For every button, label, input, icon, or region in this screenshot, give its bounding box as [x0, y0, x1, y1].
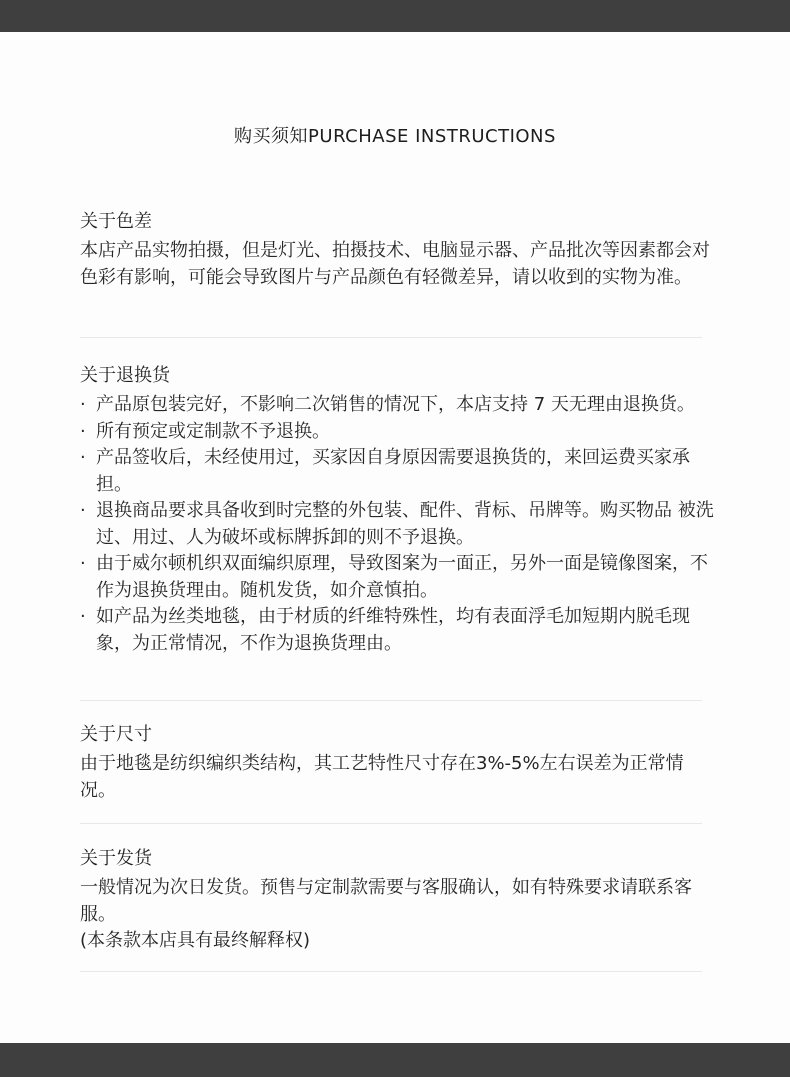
- section-heading: 关于色差: [80, 211, 152, 232]
- divider: [80, 971, 702, 972]
- list-item: · 由于威尔顿机织双面编织原理，导致图案为一面正，另外一面是镜像图案，不作为退换货理由。随机发货，如介意慎拍。: [80, 551, 716, 604]
- returns-list: [80, 392, 716, 657]
- list-item: · 所有预定或定制款不予退换。: [80, 419, 716, 446]
- section-paragraph: 一般情况为次日发货。预售与定制款需要与客服确认，如有特殊要求请联系客服。: [80, 877, 692, 925]
- section-shipping: [80, 845, 716, 955]
- section-returns: [80, 362, 716, 657]
- section-heading: 关于发货: [80, 848, 152, 869]
- section-paragraph: 由于地毯是纺织编织类结构，其工艺特性尺寸存在3%-5%左右误差为正常情况。: [80, 753, 684, 801]
- divider: [80, 700, 702, 701]
- list-item: · 产品签收后，未经使用过，买家因自身原因需要退换货的，来回运费买家承担。: [80, 445, 716, 498]
- section-heading: 关于尺寸: [80, 724, 152, 745]
- list-item: · 如产品为丝类地毯，由于材质的纤维特殊性，均有表面浮毛加短期内脱毛现象，为正常情况，不作为退换货理由。: [80, 604, 716, 657]
- section-heading: 关于退换货: [80, 365, 170, 386]
- page-title: 购买须知PURCHASE INSTRUCTIONS: [234, 126, 556, 147]
- section-color-difference: [80, 208, 716, 291]
- section-note: (本条款本店具有最终解释权): [80, 930, 311, 951]
- divider: [80, 823, 702, 824]
- bottom-bar: [0, 1043, 790, 1077]
- divider: [80, 337, 702, 338]
- top-bar: [0, 0, 790, 32]
- list-item: · 产品原包装完好，不影响二次销售的情况下，本店支持 7 天无理由退换货。: [80, 392, 716, 419]
- section-size: [80, 721, 716, 804]
- list-item: · 退换商品要求具备收到时完整的外包装、配件、背标、吊牌等。购买物品 被洗过、用过、人为破坏或标牌拆卸的则不予退换。: [80, 498, 716, 551]
- section-paragraph: 本店产品实物拍摄，但是灯光、拍摄技术、电脑显示器、产品批次等因素都会对色彩有影响，可能会导致图片与产品颜色有轻微差异，请以收到的实物为准。: [80, 240, 710, 288]
